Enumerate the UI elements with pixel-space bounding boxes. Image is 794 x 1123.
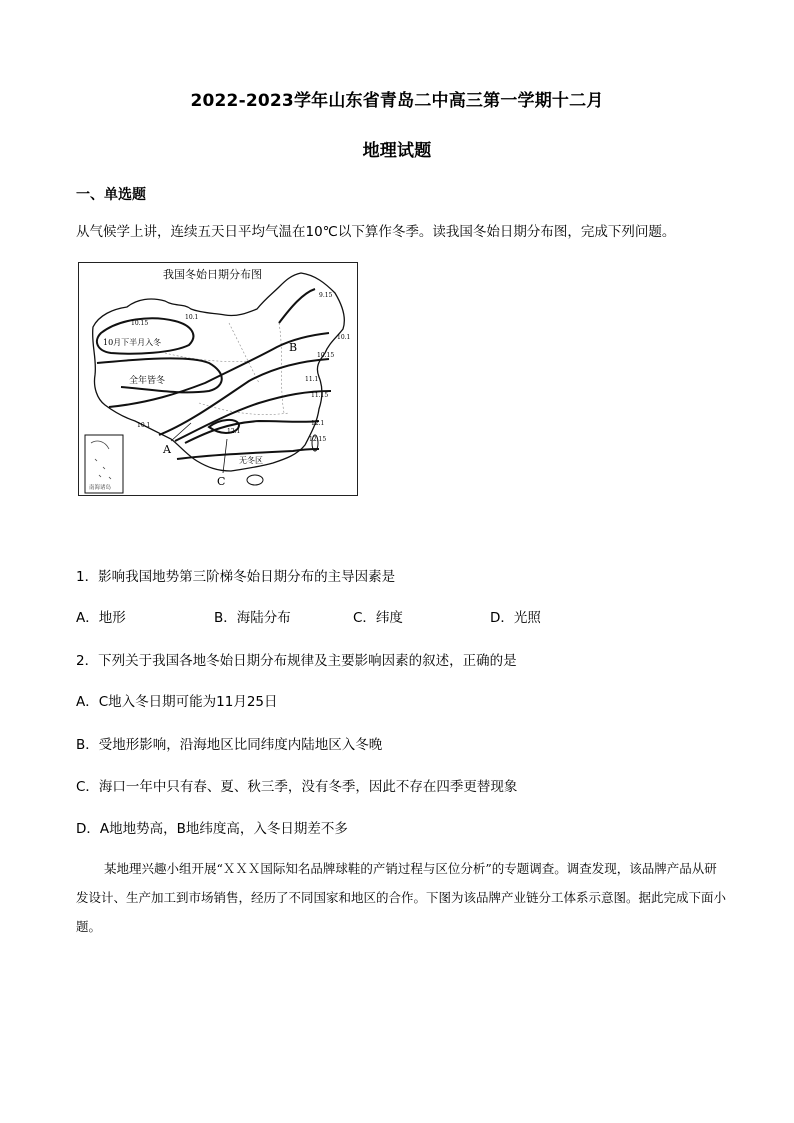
point-a: A	[163, 443, 171, 456]
option-d[interactable]: D．A地地势高，B地纬度高，入冬日期差不多	[76, 821, 348, 837]
hainan-island	[247, 475, 263, 485]
isoline-label: 12.1	[311, 420, 325, 427]
option-b[interactable]: B．受地形影响，沿海地区比同纬度内陆地区入冬晚	[76, 737, 383, 753]
point-c: C	[217, 475, 226, 488]
question-1-options	[76, 606, 676, 626]
option-c[interactable]: C．纬度	[353, 610, 403, 626]
winter-onset-map	[78, 262, 358, 496]
label-oct-late: 10月下半月入冬	[103, 338, 162, 347]
country-outline	[93, 273, 345, 471]
question-2-stem: 2．下列关于我国各地冬始日期分布规律及主要影响因素的叙述，正确的是	[76, 653, 517, 669]
map-figure	[79, 263, 359, 497]
label-all-winter: 全年皆冬	[129, 376, 166, 386]
option-c[interactable]: C．海口一年中只有春、夏、秋三季，没有冬季，因此不存在四季更替现象	[76, 779, 518, 795]
question-1-stem: 1．影响我国地势第三阶梯冬始日期分布的主导因素是	[76, 569, 396, 585]
point-leaders	[171, 423, 227, 473]
point-b: B	[289, 341, 298, 354]
option-a[interactable]: A．地形	[76, 610, 126, 626]
page-subtitle: 地理试题	[362, 141, 432, 161]
isoline-12-1	[185, 421, 319, 443]
isoline-9-15	[279, 289, 315, 323]
isoline-label: 9.15	[319, 292, 333, 299]
option-d[interactable]: D．光照	[490, 610, 541, 626]
map-title: 我国冬始日期分布图	[163, 268, 262, 281]
isoline-label: 12.1	[227, 428, 241, 435]
isoline-label: 10.15	[317, 352, 335, 359]
isoline-11-15	[175, 391, 331, 441]
intro-text: 从气候学上讲，连续五天日平均气温在10℃以下算作冬季。读我国冬始日期分布图，完成下列问题。	[76, 224, 676, 240]
inset-label: 南海诸岛	[89, 485, 112, 491]
isoline-label: 10.15	[131, 320, 149, 327]
isoline-label: 11.15	[311, 392, 329, 399]
isoline-label: 10.1	[185, 314, 199, 321]
option-a[interactable]: A．C地入冬日期可能为11月25日	[76, 694, 278, 710]
isoline-label: 12.15	[309, 436, 327, 443]
isoline-label: 11.1	[305, 376, 319, 383]
isoline-label: 10.1	[137, 422, 151, 429]
section-heading: 一、单选题	[76, 187, 146, 203]
isoline-label: 10.1	[337, 334, 351, 341]
reading-passage: 某地理兴趣小组开展“ＸＸＸ国际知名品牌球鞋的产销过程与区位分析”的专题调查。调查发现，该品牌产品从研发设计、生产加工到市场销售，经历了不同国家和地区的合作。下图为该品牌产业链分工体系示意图。据此完成下面小题。	[76, 861, 727, 934]
label-no-winter: 无冬区	[239, 456, 263, 465]
province-borders	[165, 323, 289, 415]
page-title: 2022-2023学年山东省青岛二中高三第一学期十二月	[190, 91, 604, 111]
option-b[interactable]: B．海陆分布	[214, 610, 291, 626]
